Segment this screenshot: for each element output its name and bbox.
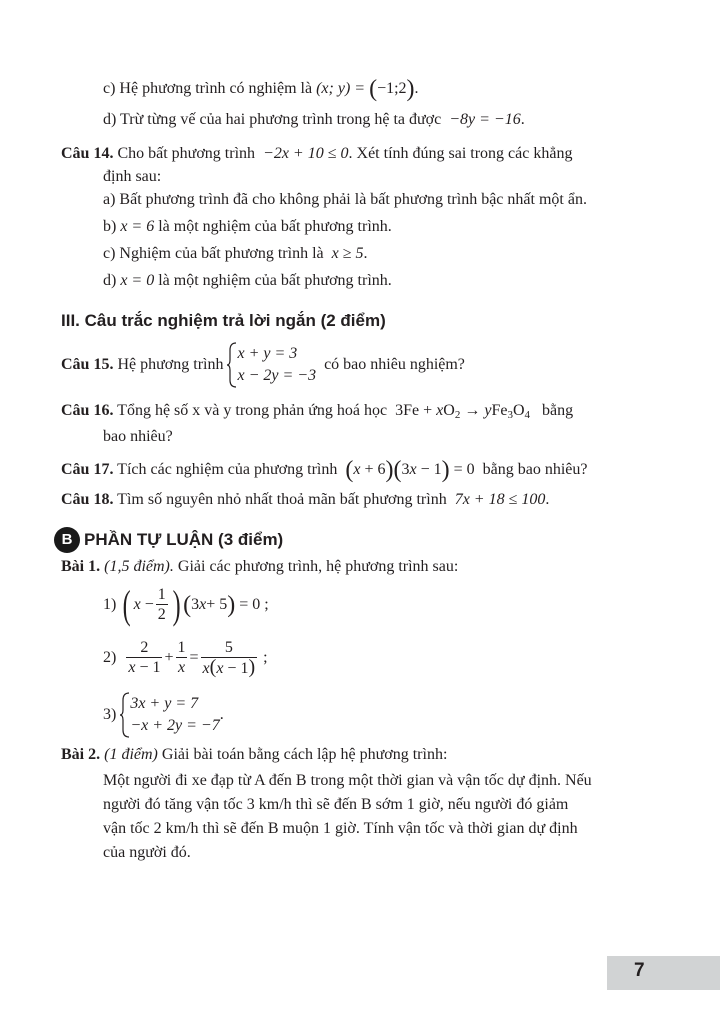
q17-label: Câu 17. [61,461,114,478]
bai2-paragraph-line4: của người đó. [103,844,191,861]
q15-system-brace [227,342,237,388]
bai1-item3: 3) 3x + y = 7 −x + 2y = −7 . [103,690,224,740]
bai1-item1-label: 1) [103,596,117,613]
bai1-heading [61,558,458,576]
bai1-eq2: −x + 2y = −7 [130,717,220,734]
bai2-text: Giải bài toán bằng cách lập hệ phương trình: [161,746,448,763]
part-b-badge: B [54,527,80,553]
bai2-paragraph-line3: vận tốc 2 km/h thì sẽ đến B muộn 1 giờ. Tính vận tốc và thời gian dự định [103,820,578,837]
bai1-label: Bài 1. [61,558,101,575]
q17 [61,457,588,484]
page-number: 7 [634,960,645,981]
bai1-item3-label: 3) [103,706,117,723]
q14-option-d: d) x = 0 là một nghiệm của bất phương trình. [103,272,392,289]
q13-d-math: −8y = −16 [449,111,521,128]
q17-equation: (x + 6)(3x − 1) = 0 [345,457,475,483]
q14-option-a: a) Bất phương trình đã cho không phải là bất phương trình bậc nhất một ẩn. [103,191,587,208]
q14-inequality: −2x + 10 ≤ 0 [263,145,349,162]
q17-text: Tích các nghiệm của phương trình [117,461,338,478]
q15-system [237,343,316,387]
q15-eq2: x − 2y = −3 [237,367,317,384]
q16 [61,402,573,421]
q16-label: Câu 16. [61,402,114,419]
q17-text-2: bằng bao nhiêu? [482,461,588,478]
q13-c-value: −1;2 [377,80,407,97]
q14-label: Câu 14. [61,145,114,162]
q13-option-c: c) Hệ phương trình có nghiệm là (x; y) = (−1;2). [103,76,419,102]
page-number-bar [607,956,720,990]
q16-text-2: bằng [542,402,574,419]
bai2-points: (1 điểm) [104,746,158,763]
q14-stem-text: Cho bất phương trình [117,145,256,162]
bai2-paragraph-line2: người đó tăng vận tốc 3 km/h thì sẽ đến B sớm 1 giờ, nếu người đó giảm [103,796,569,813]
q15-text: Hệ phương trình [117,356,224,373]
part-b-heading [54,527,283,553]
bai1-item2: 2) $\frac{2}{x - 1}$ + $\frac{1}{x}$ = $\frac{5}{x(x - 1)}$ ; [103,638,268,678]
q18-text: Tìm số nguyên nhỏ nhất thoả mãn bất phương trình [117,491,447,508]
bai1-item2-label: 2) [103,649,117,666]
q13-d-text: d) Trừ từng vế của hai phương trình trong hệ ta được [103,111,442,128]
bai1-system [130,693,219,737]
q16-line2: bao nhiêu? [103,428,173,445]
q14-stem-line2: định sau: [103,168,162,185]
q14-stem-text-2: . Xét tính đúng sai trong các khẳng [348,145,573,162]
bai2-heading [61,746,447,764]
q15-text-2: có bao nhiêu nghiệm? [324,356,465,373]
q18-label: Câu 18. [61,491,114,508]
q18-inequality: 7x + 18 ≤ 100 [454,491,546,508]
bai1-eq1: 3x + y = 7 [130,695,199,712]
q14-option-c: c) Nghiệm của bất phương trình là x ≥ 5. [103,245,368,262]
q16-text: Tổng hệ số x và y trong phản ứng hoá học [117,402,388,419]
bai1-text: Giải các phương trình, hệ phương trình sau: [177,558,459,575]
q14-stem [61,145,572,163]
bai1-system-brace [120,692,130,738]
bai1-item1: 1) ( x − $\frac{1}{2}$ ) ( 3 x + 5 ) = 0 ; [103,582,269,627]
section-3-heading: III. Câu trắc nghiệm trả lời ngắn (2 điểm) [61,311,386,330]
q15-eq1: x + y = 3 [237,345,298,362]
q15-label: Câu 15. [61,356,114,373]
q16-reaction: $3Fe + xO_2 \to yFe_3O_4$ [395,402,530,421]
bai2-label: Bài 2. [61,746,101,763]
q15 [61,340,465,390]
q18: Câu 18. Tìm số nguyên nhỏ nhất thoả mãn bất phương trình 7x + 18 ≤ 100. [61,491,550,508]
part-b-title: PHẦN TỰ LUẬN (3 điểm) [84,530,284,549]
q13-c-math: (x; y) = [316,80,370,97]
bai2-paragraph-line1: Một người đi xe đạp từ A đến B trong một thời gian và vận tốc dự định. Nếu [103,772,592,789]
q13-option-d: d) Trừ từng vế của hai phương trình trong hệ ta được −8y = −16. [103,111,525,128]
q14-option-b: b) x = 6 là một nghiệm của bất phương trình. [103,218,392,235]
bai1-points: (1,5 điểm). [104,558,174,575]
q13-c-text: c) Hệ phương trình có nghiệm là [103,80,313,97]
